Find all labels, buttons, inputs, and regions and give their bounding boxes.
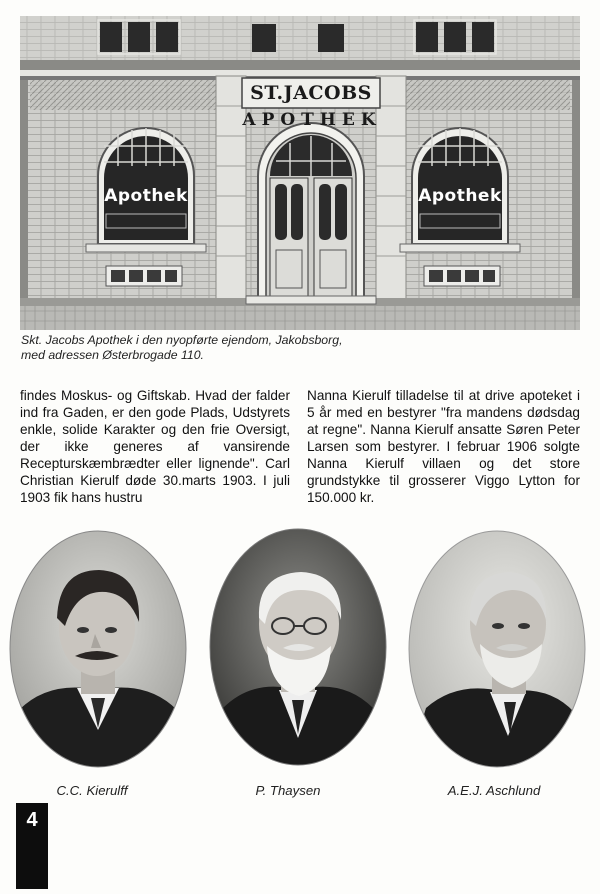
- caption-line: med adressen Østerbrogade 110.: [21, 348, 204, 362]
- portrait-aschlund: [408, 530, 586, 768]
- building-illustration: [20, 16, 580, 330]
- caption-line: Skt. Jacobs Apothek i den nyopførte ejendom, Jakobsborg,: [21, 333, 343, 347]
- window-sign-right: Apothek: [418, 186, 502, 206]
- portrait-caption: A.E.J. Aschlund: [447, 783, 541, 798]
- window-sign-left: Apothek: [104, 186, 188, 206]
- figure-caption: [21, 333, 441, 363]
- portrait-thaysen: [209, 528, 387, 766]
- page-number: 4: [26, 809, 38, 831]
- portrait-kierulff: [9, 530, 187, 768]
- portrait-caption: P. Thaysen: [255, 783, 321, 798]
- arch-sign-text: APOTHEK: [242, 110, 382, 130]
- page-number-tab: [16, 803, 48, 889]
- portrait-caption: C.C. Kierulff: [56, 783, 128, 798]
- top-sign-text: ST.JACOBS: [250, 82, 372, 104]
- body-column-left: findes Moskus- og Giftskab. Hvad der falder ind fra Gaden, er den gode Plads, Udstyrets enkle, solide Karakter og den frie Oversigt, der ikke generes af vansirende Recepturskæmbrædter eller lignende". Carl Christian Kierulf døde 30.marts 1903. I juli 1903 fik hans hustru: [20, 388, 290, 505]
- body-column-right: Nanna Kierulf tilladelse til at drive apoteket i 5 år med en bestyrer "fra mandens dødsdag at regne". Nanna Kierulf ansatte Søren Peter Larsen som bestyrer. I februar 1906 solgte Nanna Kierulf villaen og det store grundstykke til grosserer Viggo Lytton for 150.000 kr.: [307, 388, 580, 505]
